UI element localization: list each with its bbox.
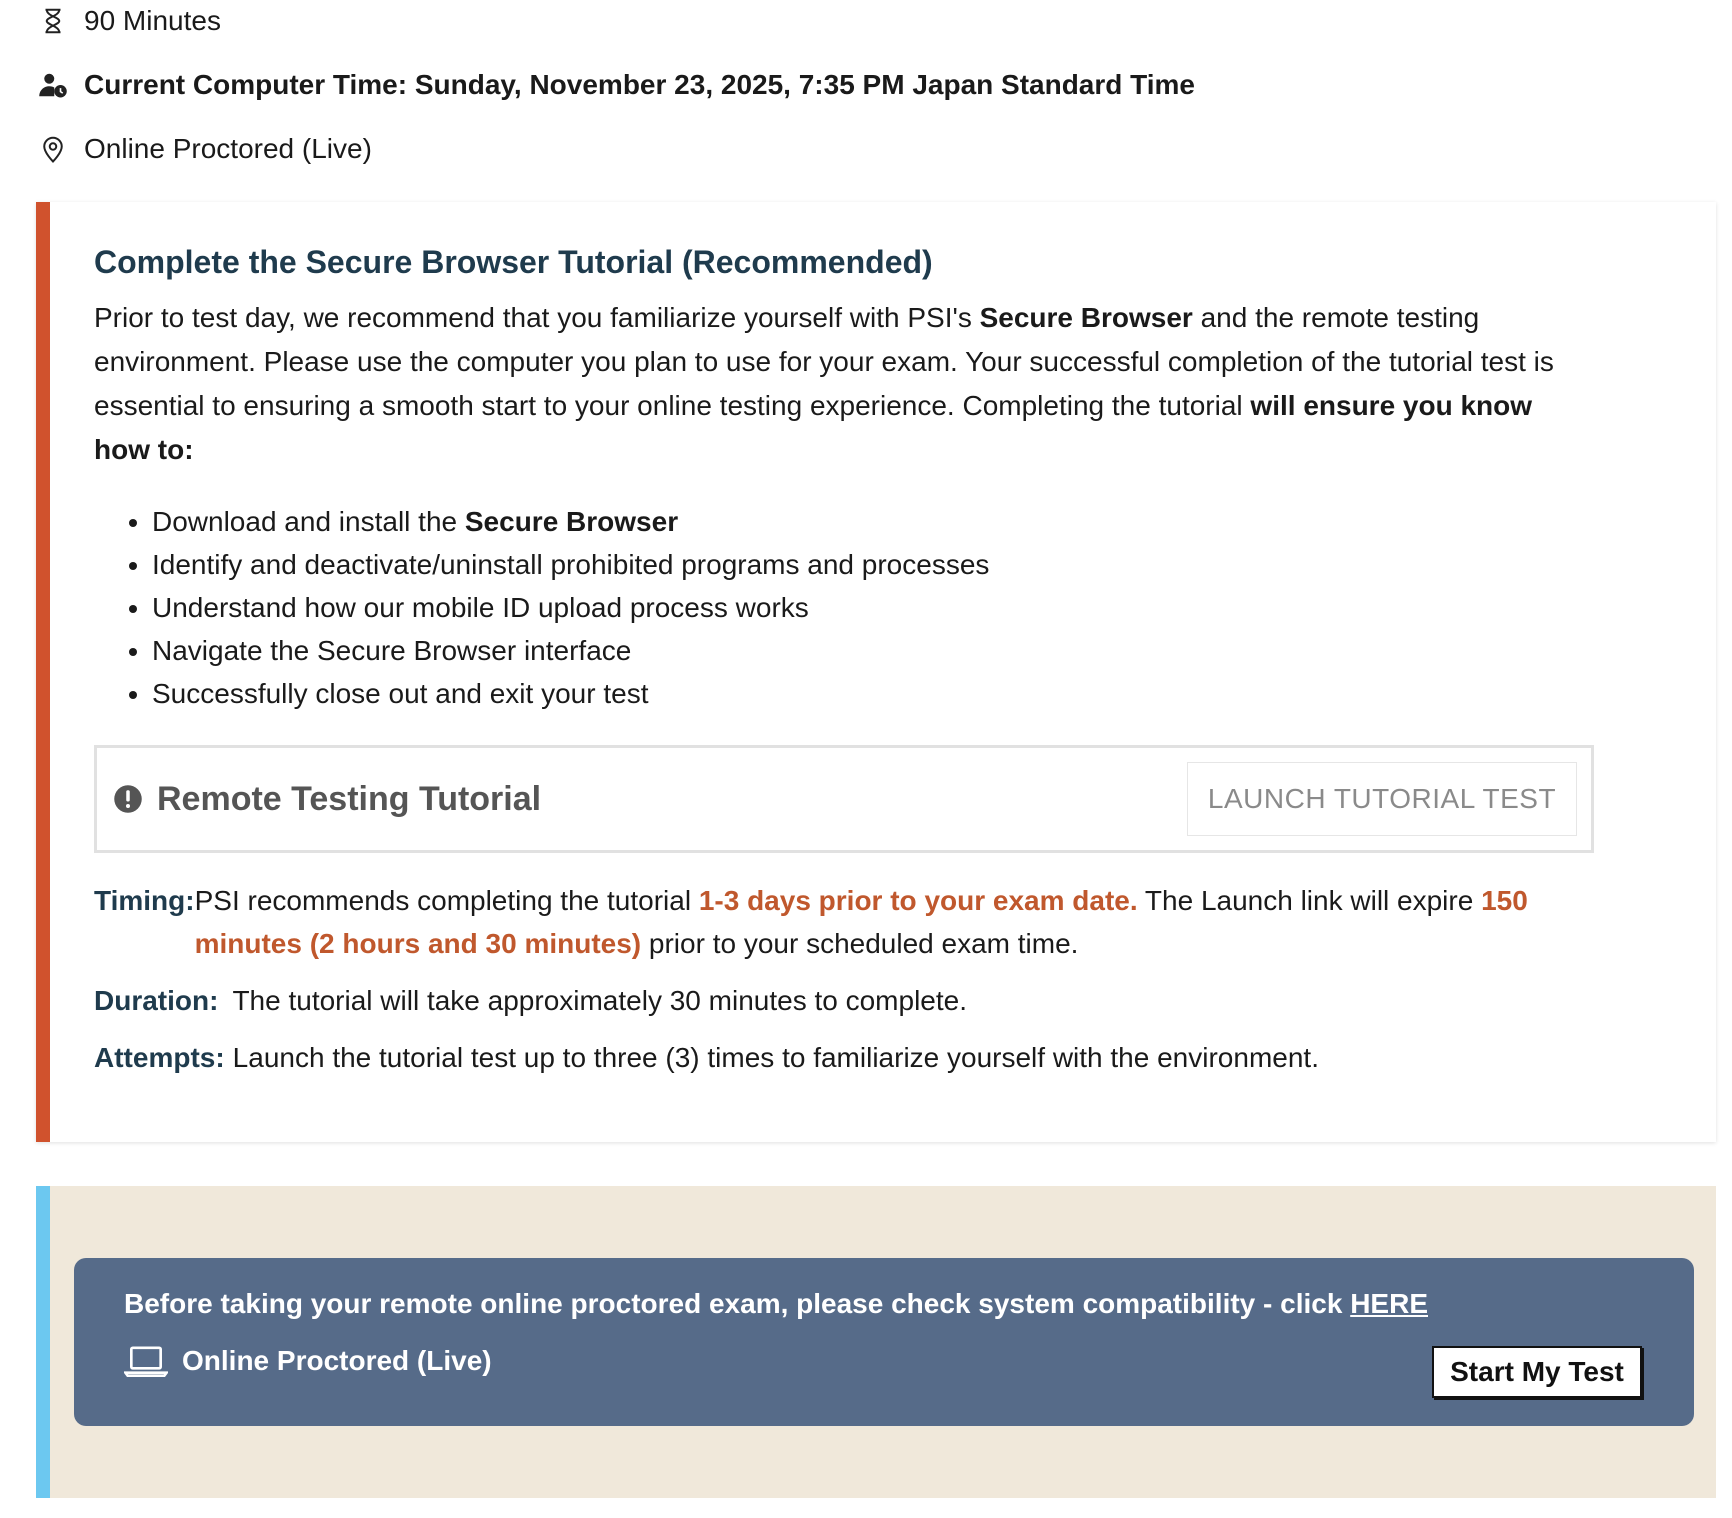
tutorial-box-title: Remote Testing Tutorial xyxy=(157,779,542,818)
timing-row xyxy=(94,879,1586,965)
timing-label: Timing: xyxy=(94,885,195,916)
laptop-icon xyxy=(124,1344,168,1378)
duration-label: Duration: xyxy=(94,985,219,1016)
list-item: • Download and install the Secure Browser xyxy=(152,500,1586,543)
delivery-mode-text: Online Proctored (Live) xyxy=(84,133,372,164)
computer-time-row xyxy=(36,68,1195,102)
delivery-mode-row xyxy=(36,132,372,166)
duration-info-row xyxy=(94,979,1586,1022)
tutorial-card-title: Complete the Secure Browser Tutorial (Recommended) xyxy=(94,244,933,280)
compat-here-link[interactable]: HERE xyxy=(1350,1288,1428,1319)
attempts-label: Attempts: xyxy=(94,1042,225,1073)
tutorial-intro: Prior to test day, we recommend that you familiarize yourself with PSI's Secure Browser and the remote testing environment. Please use the computer you plan to use for your exam. Your successful completion of the tutorial test is essential to ensuring a smooth start to your online testing experience. Completing the tutorial will ensure you know how to: xyxy=(94,302,1554,465)
exclamation-circle-icon xyxy=(113,784,143,814)
hourglass-icon xyxy=(36,4,70,38)
duration-info-text: The tutorial will take approximately 30 minutes to complete. xyxy=(232,985,967,1016)
duration-text: 90 Minutes xyxy=(84,5,221,36)
list-item: • Understand how our mobile ID upload process works xyxy=(152,586,1586,629)
timing-text: PSI recommends completing the tutorial 1-3 days prior to your exam date. The Launch link will expire 150 minutes (2 hours and 30 minutes) prior to your scheduled exam time. xyxy=(194,885,1528,959)
tutorial-skills-list xyxy=(94,500,1586,715)
system-check-panel xyxy=(74,1258,1694,1426)
tutorial-card xyxy=(36,202,1716,1142)
compat-mode-text: Online Proctored (Live) xyxy=(182,1345,492,1376)
user-clock-icon xyxy=(36,68,70,102)
launch-tutorial-button[interactable]: LAUNCH TUTORIAL TEST xyxy=(1187,762,1577,836)
compat-message: Before taking your remote online proctored exam, please check system compatibility - click HERE xyxy=(124,1288,1428,1319)
map-pin-icon xyxy=(36,132,70,166)
duration-row xyxy=(36,4,221,38)
attempts-row xyxy=(94,1036,1586,1079)
list-item: • Successfully close out and exit your test xyxy=(152,672,1586,715)
computer-time-text: Current Computer Time: Sunday, November 23, 2025, 7:35 PM Japan Standard Time xyxy=(84,69,1196,100)
start-my-test-button[interactable]: Start My Test xyxy=(1432,1346,1642,1398)
compat-mode-row xyxy=(124,1344,492,1378)
list-item: • Identify and deactivate/uninstall prohibited programs and processes xyxy=(152,543,1586,586)
remote-tutorial-box xyxy=(94,745,1594,853)
attempts-text: Launch the tutorial test up to three (3) times to familiarize yourself with the environment. xyxy=(232,1042,1319,1073)
system-check-section xyxy=(36,1186,1716,1498)
list-item: • Navigate the Secure Browser interface xyxy=(152,629,1586,672)
